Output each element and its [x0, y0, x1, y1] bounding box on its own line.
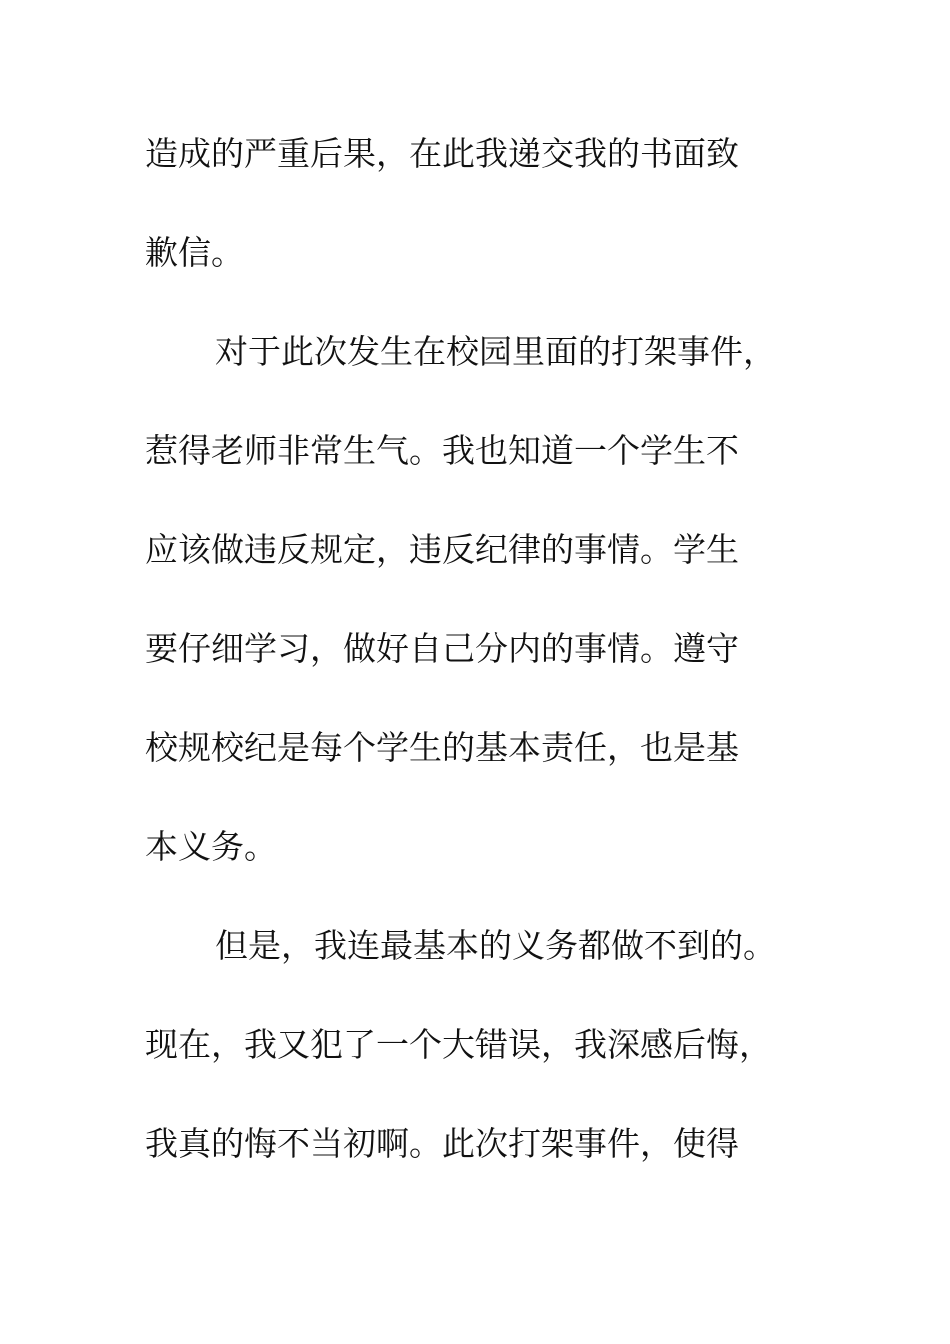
paragraph-start-line: 对于此次发生在校园里面的打架事件， — [215, 332, 776, 371]
text-line: 本义务。 — [145, 827, 277, 866]
text-line: 惹得老师非常生气。我也知道一个学生不 — [145, 431, 739, 470]
text-line: 现在，我又犯了一个大错误，我深感后悔， — [145, 1025, 772, 1064]
text-line: 歉信。 — [145, 233, 244, 272]
letter-body — [145, 126, 825, 1215]
text-line: 校规校纪是每个学生的基本责任，也是基 — [145, 728, 739, 767]
paragraph-start-line: 但是，我连最基本的义务都做不到的。 — [215, 926, 776, 965]
text-line: 我真的悔不当初啊。此次打架事件，使得 — [145, 1124, 739, 1163]
text-line: 应该做违反规定，违反纪律的事情。学生 — [145, 530, 739, 569]
text-line: 要仔细学习，做好自己分内的事情。遵守 — [145, 629, 739, 668]
text-line: 造成的严重后果，在此我递交我的书面致 — [145, 134, 739, 173]
